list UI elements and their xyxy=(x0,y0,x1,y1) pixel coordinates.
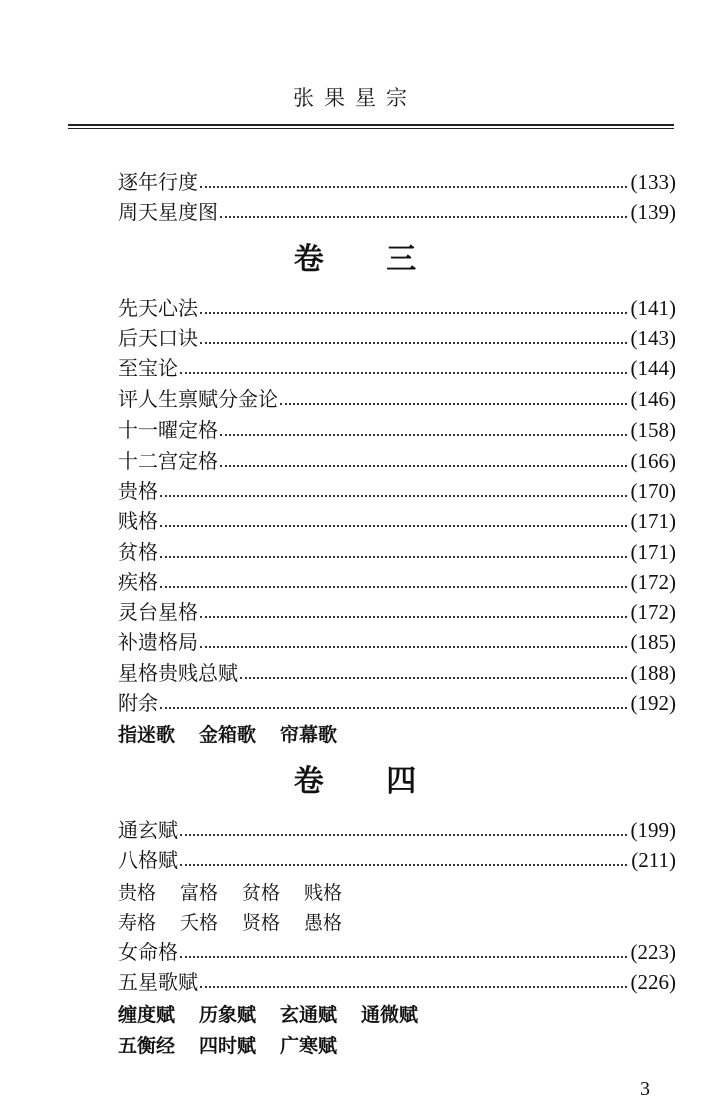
toc-entry[interactable] xyxy=(118,538,676,566)
toc-entry[interactable] xyxy=(118,689,676,717)
toc-entry[interactable] xyxy=(118,568,676,596)
toc-entry[interactable] xyxy=(118,968,676,996)
toc-entry-page: (172) xyxy=(630,600,676,624)
dot-leader xyxy=(180,834,627,836)
sub-items-line xyxy=(118,909,366,937)
sub-item[interactable]: 缠度赋 xyxy=(118,1004,176,1026)
toc-entry[interactable] xyxy=(118,659,676,687)
dot-leader xyxy=(200,312,627,314)
dot-leader xyxy=(160,707,627,709)
dot-leader xyxy=(240,677,627,679)
toc-entry-title: 灵台星格 xyxy=(118,600,198,624)
toc-entry[interactable] xyxy=(118,846,676,874)
dot-leader xyxy=(180,956,627,958)
toc-entry-title: 八格赋 xyxy=(118,848,178,872)
toc-entry[interactable] xyxy=(118,294,676,322)
sub-item[interactable]: 通微赋 xyxy=(361,1004,419,1026)
toc-entry-page: (172) xyxy=(630,570,676,594)
sub-items-line xyxy=(118,1001,442,1029)
toc-entry-page: (144) xyxy=(630,356,676,380)
sub-item[interactable]: 贵格 xyxy=(118,882,157,904)
toc-entry-title: 至宝论 xyxy=(118,356,178,380)
sub-item[interactable]: 夭格 xyxy=(180,912,219,934)
toc-entry[interactable] xyxy=(118,385,676,413)
toc-entry-title: 女命格 xyxy=(118,940,178,964)
toc-entry-page: (199) xyxy=(630,818,676,842)
dot-leader xyxy=(200,342,627,344)
toc-entry[interactable] xyxy=(118,354,676,382)
dot-leader xyxy=(160,495,627,497)
toc-entry[interactable] xyxy=(118,477,676,505)
toc-entry-page: (185) xyxy=(630,630,676,654)
page-number: 3 xyxy=(640,1078,650,1100)
toc-entry-title: 评人生禀赋分金论 xyxy=(118,387,278,411)
dot-leader xyxy=(200,186,627,188)
toc-entry-page: (226) xyxy=(630,970,676,994)
toc-entry-page: (171) xyxy=(630,540,676,564)
sub-item[interactable]: 寿格 xyxy=(118,912,157,934)
toc-entry[interactable] xyxy=(118,507,676,535)
sub-items-line xyxy=(118,879,366,907)
toc-entry-title: 通玄赋 xyxy=(118,818,178,842)
sub-item[interactable]: 贫格 xyxy=(242,882,281,904)
toc-entry-title: 周天星度图 xyxy=(118,200,218,224)
dot-leader xyxy=(180,864,627,866)
header-rule-thin xyxy=(68,128,674,129)
dot-leader xyxy=(220,434,627,436)
sub-item[interactable]: 广寒赋 xyxy=(280,1035,338,1057)
toc-entry-title: 贫格 xyxy=(118,540,158,564)
toc-entry-title: 附余 xyxy=(118,691,158,715)
toc-entry-page: (188) xyxy=(630,661,676,685)
toc-entry-page: (223) xyxy=(630,940,676,964)
sub-items-line xyxy=(118,1032,361,1060)
dot-leader xyxy=(220,216,627,218)
dot-leader xyxy=(160,586,627,588)
dot-leader xyxy=(160,556,627,558)
sub-item[interactable]: 指迷歌 xyxy=(118,724,176,746)
sub-item[interactable]: 五衡经 xyxy=(118,1035,176,1057)
toc-entry-title: 贱格 xyxy=(118,509,158,533)
toc-entry[interactable] xyxy=(118,416,676,444)
dot-leader xyxy=(180,372,627,374)
toc-entry[interactable] xyxy=(118,598,676,626)
toc-entry-title: 星格贵贱总赋 xyxy=(118,661,238,685)
toc-entry[interactable] xyxy=(118,447,676,475)
toc-entry-page: (139) xyxy=(630,200,676,224)
toc-entry-page: (166) xyxy=(630,449,676,473)
toc-entry-title: 疾格 xyxy=(118,570,158,594)
toc-entry[interactable] xyxy=(118,324,676,352)
dot-leader xyxy=(220,465,627,467)
sub-item[interactable]: 富格 xyxy=(180,882,219,904)
toc-entry[interactable] xyxy=(118,938,676,966)
toc-entry-page: (133) xyxy=(630,170,676,194)
sub-item[interactable]: 玄通赋 xyxy=(280,1004,338,1026)
dot-leader xyxy=(200,646,627,648)
sub-item[interactable]: 贤格 xyxy=(242,912,281,934)
toc-entry[interactable] xyxy=(118,628,676,656)
toc-entry-page: (171) xyxy=(630,509,676,533)
toc-entry-page: (141) xyxy=(630,296,676,320)
toc-entry-title: 逐年行度 xyxy=(118,170,198,194)
dot-leader xyxy=(160,525,627,527)
toc-entry-title: 五星歌赋 xyxy=(118,970,198,994)
toc-entry[interactable] xyxy=(118,816,676,844)
sub-item[interactable]: 历象赋 xyxy=(199,1004,257,1026)
sub-item[interactable]: 贱格 xyxy=(304,882,343,904)
sub-item[interactable]: 帘幕歌 xyxy=(280,724,338,746)
sub-item[interactable]: 四时赋 xyxy=(199,1035,257,1057)
toc-entry[interactable] xyxy=(118,168,676,196)
section-heading-vol4: 卷 四 xyxy=(293,764,443,799)
section-heading-vol3: 卷 三 xyxy=(293,242,443,277)
toc-entry-title: 补遗格局 xyxy=(118,630,198,654)
toc-entry-title: 后天口诀 xyxy=(118,326,198,350)
header-rule-thick xyxy=(68,124,674,126)
toc-entry-title: 先天心法 xyxy=(118,296,198,320)
dot-leader xyxy=(200,986,627,988)
toc-entry-page: (146) xyxy=(630,387,676,411)
toc-entry-page: (158) xyxy=(630,418,676,442)
sub-item[interactable]: 愚格 xyxy=(304,912,343,934)
toc-entry-page: (192) xyxy=(630,691,676,715)
sub-item[interactable]: 金箱歌 xyxy=(199,724,257,746)
toc-entry-title: 贵格 xyxy=(118,479,158,503)
toc-entry-page: (211) xyxy=(631,848,676,872)
toc-entry-title: 十二宫定格 xyxy=(118,449,218,473)
toc-entry-page: (170) xyxy=(630,479,676,503)
dot-leader xyxy=(280,403,627,405)
dot-leader xyxy=(200,616,627,618)
toc-entry-title: 十一曜定格 xyxy=(118,418,218,442)
sub-items-line xyxy=(118,721,361,749)
running-header: 张果星宗 xyxy=(293,86,417,110)
toc-entry[interactable] xyxy=(118,198,676,226)
toc-entry-page: (143) xyxy=(630,326,676,350)
